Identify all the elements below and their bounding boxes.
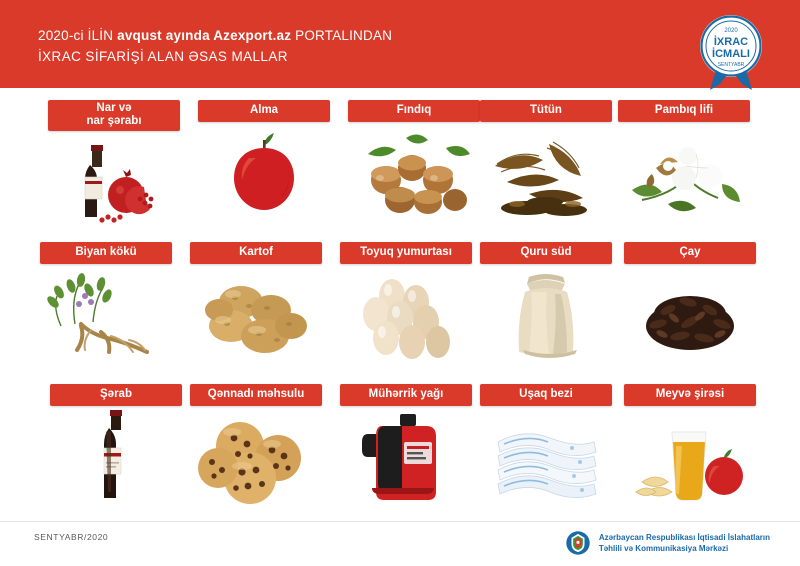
- product-image: [40, 266, 172, 362]
- product-card[interactable]: [40, 242, 172, 374]
- poster-header: [0, 0, 800, 88]
- product-card[interactable]: [48, 100, 180, 232]
- export-review-badge: [686, 10, 776, 92]
- apple-juice-glass-icon: [628, 408, 752, 504]
- product-grid: [30, 100, 770, 526]
- product-label: Qənnadı məhsulu: [190, 384, 322, 406]
- badge-seal-icon: [686, 10, 776, 92]
- cotton-boll-icon: [622, 124, 746, 220]
- product-label: Pambıq lifi: [618, 100, 750, 122]
- product-label: Kartof: [190, 242, 322, 264]
- milk-powder-sack-icon: [487, 266, 605, 362]
- product-image: [480, 266, 612, 362]
- product-row: [30, 242, 770, 374]
- header-title-part-2: PORTALINDAN: [291, 28, 393, 43]
- product-image: [340, 408, 472, 504]
- potatoes-icon: [197, 266, 315, 362]
- product-label: Alma: [198, 100, 330, 122]
- header-text-block: [38, 26, 618, 66]
- product-card[interactable]: [348, 100, 480, 232]
- chicken-eggs-icon: [342, 266, 470, 362]
- product-card[interactable]: [340, 384, 472, 516]
- svg-text:2020: 2020: [724, 28, 738, 34]
- black-tea-leaves-icon: [628, 266, 752, 362]
- product-label: Uşaq bezi: [480, 384, 612, 406]
- product-image: [480, 124, 612, 220]
- svg-text:SENTYABR: SENTYABR: [717, 62, 745, 68]
- product-image: [50, 408, 182, 504]
- header-title-part-1: 2020-ci İLİN: [38, 28, 118, 43]
- product-card[interactable]: [480, 384, 612, 516]
- product-image: [198, 124, 330, 220]
- baby-diapers-icon: [484, 408, 608, 504]
- chocolate-chip-cookies-icon: [192, 408, 320, 504]
- header-title-line-2: İXRAC SİFARİŞİ ALAN ƏSAS MALLAR: [38, 49, 288, 64]
- header-title-highlight: avqust ayında Azexport.az: [117, 28, 292, 43]
- header-title-line-1: [38, 26, 618, 45]
- product-label: Çay: [624, 242, 756, 264]
- product-image: [624, 408, 756, 504]
- product-label: Tütün: [480, 100, 612, 122]
- product-image: [348, 124, 480, 220]
- product-card[interactable]: [190, 384, 322, 516]
- product-card[interactable]: [480, 242, 612, 374]
- product-card[interactable]: [618, 100, 750, 232]
- product-image: [190, 266, 322, 362]
- product-card[interactable]: [480, 100, 612, 232]
- tobacco-leaves-icon: [487, 124, 605, 220]
- product-label: Fındıq: [348, 100, 480, 122]
- footer-org-line-1: Azərbaycan Respublikası İqtisadi İslahatların: [598, 533, 770, 542]
- product-image: [624, 266, 756, 362]
- product-card[interactable]: [624, 384, 756, 516]
- red-apple-icon: [209, 124, 319, 220]
- product-image: [340, 266, 472, 362]
- svg-text:İXRAC: İXRAC: [713, 36, 749, 48]
- product-label: Şərab: [50, 384, 182, 406]
- product-card[interactable]: [340, 242, 472, 374]
- product-label: Nar və nar şərabı: [48, 100, 180, 131]
- hazelnuts-icon: [350, 124, 478, 220]
- engine-oil-canister-icon: [346, 408, 466, 504]
- product-image: [480, 408, 612, 504]
- product-label: Toyuq yumurtası: [340, 242, 472, 264]
- product-card[interactable]: [190, 242, 322, 374]
- wine-bottle-icon: [61, 408, 171, 504]
- pomegranate-wine-bottle-icon: [54, 133, 174, 229]
- product-image: [48, 133, 180, 229]
- product-label: Biyan kökü: [40, 242, 172, 264]
- product-card[interactable]: [198, 100, 330, 232]
- licorice-root-icon: [41, 266, 171, 362]
- poster-footer: [0, 521, 800, 566]
- product-image: [618, 124, 750, 220]
- footer-date: SENTYABR/2020: [34, 532, 109, 542]
- svg-text:İCMALI: İCMALI: [712, 48, 750, 60]
- product-label: Quru süd: [480, 242, 612, 264]
- footer-organization: [565, 530, 770, 556]
- state-emblem-icon: [565, 530, 591, 556]
- footer-organization-text: [599, 532, 770, 554]
- product-image: [190, 408, 322, 504]
- product-card[interactable]: [50, 384, 182, 516]
- product-card[interactable]: [624, 242, 756, 374]
- footer-org-line-2: Təhlili və Kommunikasiya Mərkəzi: [598, 544, 729, 553]
- product-row: [30, 384, 770, 516]
- product-row: [30, 100, 770, 232]
- product-label: Meyvə şirəsi: [624, 384, 756, 406]
- product-label: Mühərrik yağı: [340, 384, 472, 406]
